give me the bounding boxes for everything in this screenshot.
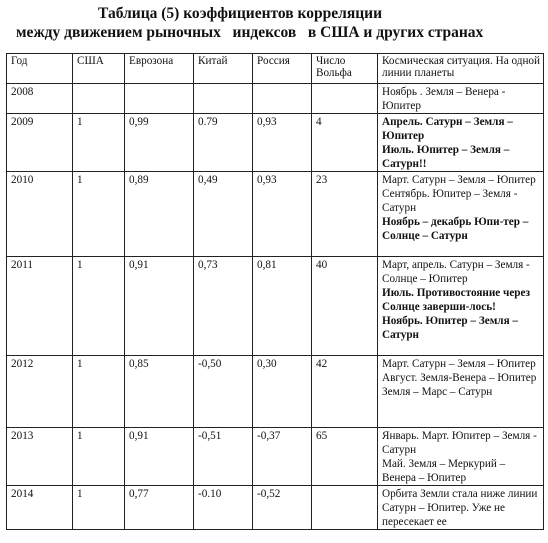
cell-russia: 0,30 <box>253 356 312 428</box>
cell-cosmic-situation <box>378 114 544 172</box>
cell-year: 2009 <box>7 114 73 172</box>
cell-cosmic-situation <box>378 356 544 428</box>
cell-wolf-number: 4 <box>312 114 378 172</box>
header-cosmic-situation: Космическая ситуация. На одной линии планеты <box>378 54 544 84</box>
cell-cosmic-situation <box>378 84 544 114</box>
cell-year: 2013 <box>7 428 73 486</box>
title-line-1: Таблица (5) коэффициентов корреляции <box>98 5 383 22</box>
cell-wolf-number: 23 <box>312 172 378 257</box>
cell-russia: 0,93 <box>253 114 312 172</box>
cell-usa <box>73 84 125 114</box>
cell-russia: -0,52 <box>253 486 312 530</box>
cosmic-note-bold: Июль. Юпитер – Земля – Сатурн!! <box>382 144 510 170</box>
cosmic-note-bold: Ноябрь – декабрь Юпи-тер –Солнце – Сатурн <box>382 216 529 242</box>
cell-year: 2014 <box>7 486 73 530</box>
cosmic-note: Март, апрель. Сатурн – Земля - Солнце – Юпитер <box>382 259 530 285</box>
table-row <box>7 114 544 172</box>
header-row <box>7 54 544 84</box>
cosmic-note: Май. Земля – Меркурий – Венера – Юпитер <box>382 458 506 484</box>
cell-cosmic-situation <box>378 486 544 530</box>
cell-usa: 1 <box>73 172 125 257</box>
cell-usa: 1 <box>73 114 125 172</box>
cell-cosmic-situation <box>378 172 544 257</box>
cell-eurozone: 0,91 <box>125 257 194 356</box>
cosmic-note: Март. Сатурн – Земля – Юпитер <box>382 358 536 370</box>
cell-russia: -0,37 <box>253 428 312 486</box>
cell-china: 0.79 <box>194 114 253 172</box>
cell-wolf-number <box>312 84 378 114</box>
cell-year: 2011 <box>7 257 73 356</box>
header-china: Китай <box>194 54 253 84</box>
correlation-table <box>6 53 544 530</box>
title-line-2: между движением рыночных индексов в США и других странах <box>16 24 484 41</box>
table-row <box>7 172 544 257</box>
cell-wolf-number: 40 <box>312 257 378 356</box>
table-row <box>7 428 544 486</box>
cell-cosmic-situation <box>378 428 544 486</box>
cosmic-note-bold: Апрель. Сатурн – Земля – Юпитер <box>382 116 513 142</box>
header-year: Год <box>7 54 73 84</box>
cell-eurozone: 0,85 <box>125 356 194 428</box>
cosmic-note-bold: Ноябрь. Юпитер – Земля – Сатурн <box>382 315 519 341</box>
cell-russia <box>253 84 312 114</box>
header-usa: США <box>73 54 125 84</box>
cell-eurozone: 0,77 <box>125 486 194 530</box>
cosmic-note: Сентябрь. Юпитер – Земля - Сатурн <box>382 188 518 214</box>
cell-china <box>194 84 253 114</box>
cosmic-note-bold: Июль. Противостояние через Солнце заверши-лось! <box>382 287 530 313</box>
cell-eurozone: 0,99 <box>125 114 194 172</box>
header-wolf-number: Число Вольфа <box>312 54 378 84</box>
table-title <box>0 4 548 42</box>
cell-china: -0,50 <box>194 356 253 428</box>
cell-russia: 0,93 <box>253 172 312 257</box>
table-row <box>7 356 544 428</box>
cell-usa: 1 <box>73 356 125 428</box>
cell-wolf-number: 65 <box>312 428 378 486</box>
cell-year: 2012 <box>7 356 73 428</box>
cell-cosmic-situation <box>378 257 544 356</box>
cell-russia: 0,81 <box>253 257 312 356</box>
cell-china: 0,49 <box>194 172 253 257</box>
cell-usa: 1 <box>73 428 125 486</box>
cell-year: 2010 <box>7 172 73 257</box>
header-eurozone: Еврозона <box>125 54 194 84</box>
cell-usa: 1 <box>73 257 125 356</box>
cell-china: 0,73 <box>194 257 253 356</box>
cosmic-note: Земля – Марс – Сатурн <box>382 386 493 398</box>
table-row <box>7 257 544 356</box>
cell-eurozone <box>125 84 194 114</box>
cell-china: -0,51 <box>194 428 253 486</box>
table-row <box>7 84 544 114</box>
cosmic-note: Август. Земля-Венера – Юпитер <box>382 372 537 384</box>
cell-eurozone: 0,91 <box>125 428 194 486</box>
cell-usa: 1 <box>73 486 125 530</box>
header-russia: Россия <box>253 54 312 84</box>
cell-wolf-number: 42 <box>312 356 378 428</box>
cosmic-note: Март. Сатурн – Земля – Юпитер <box>382 174 536 186</box>
cell-eurozone: 0,89 <box>125 172 194 257</box>
cosmic-note: Январь. Март. Юпитер – Земля - Сатурн <box>382 430 537 456</box>
cell-china: -0.10 <box>194 486 253 530</box>
cosmic-note: Орбита Земли стала ниже линии Сатурн – Юпитер. Уже не пересекает ее <box>382 488 538 528</box>
table-row <box>7 486 544 530</box>
cell-year: 2008 <box>7 84 73 114</box>
cell-wolf-number <box>312 486 378 530</box>
cosmic-note: Ноябрь . Земля – Венера - Юпитер <box>382 86 506 112</box>
